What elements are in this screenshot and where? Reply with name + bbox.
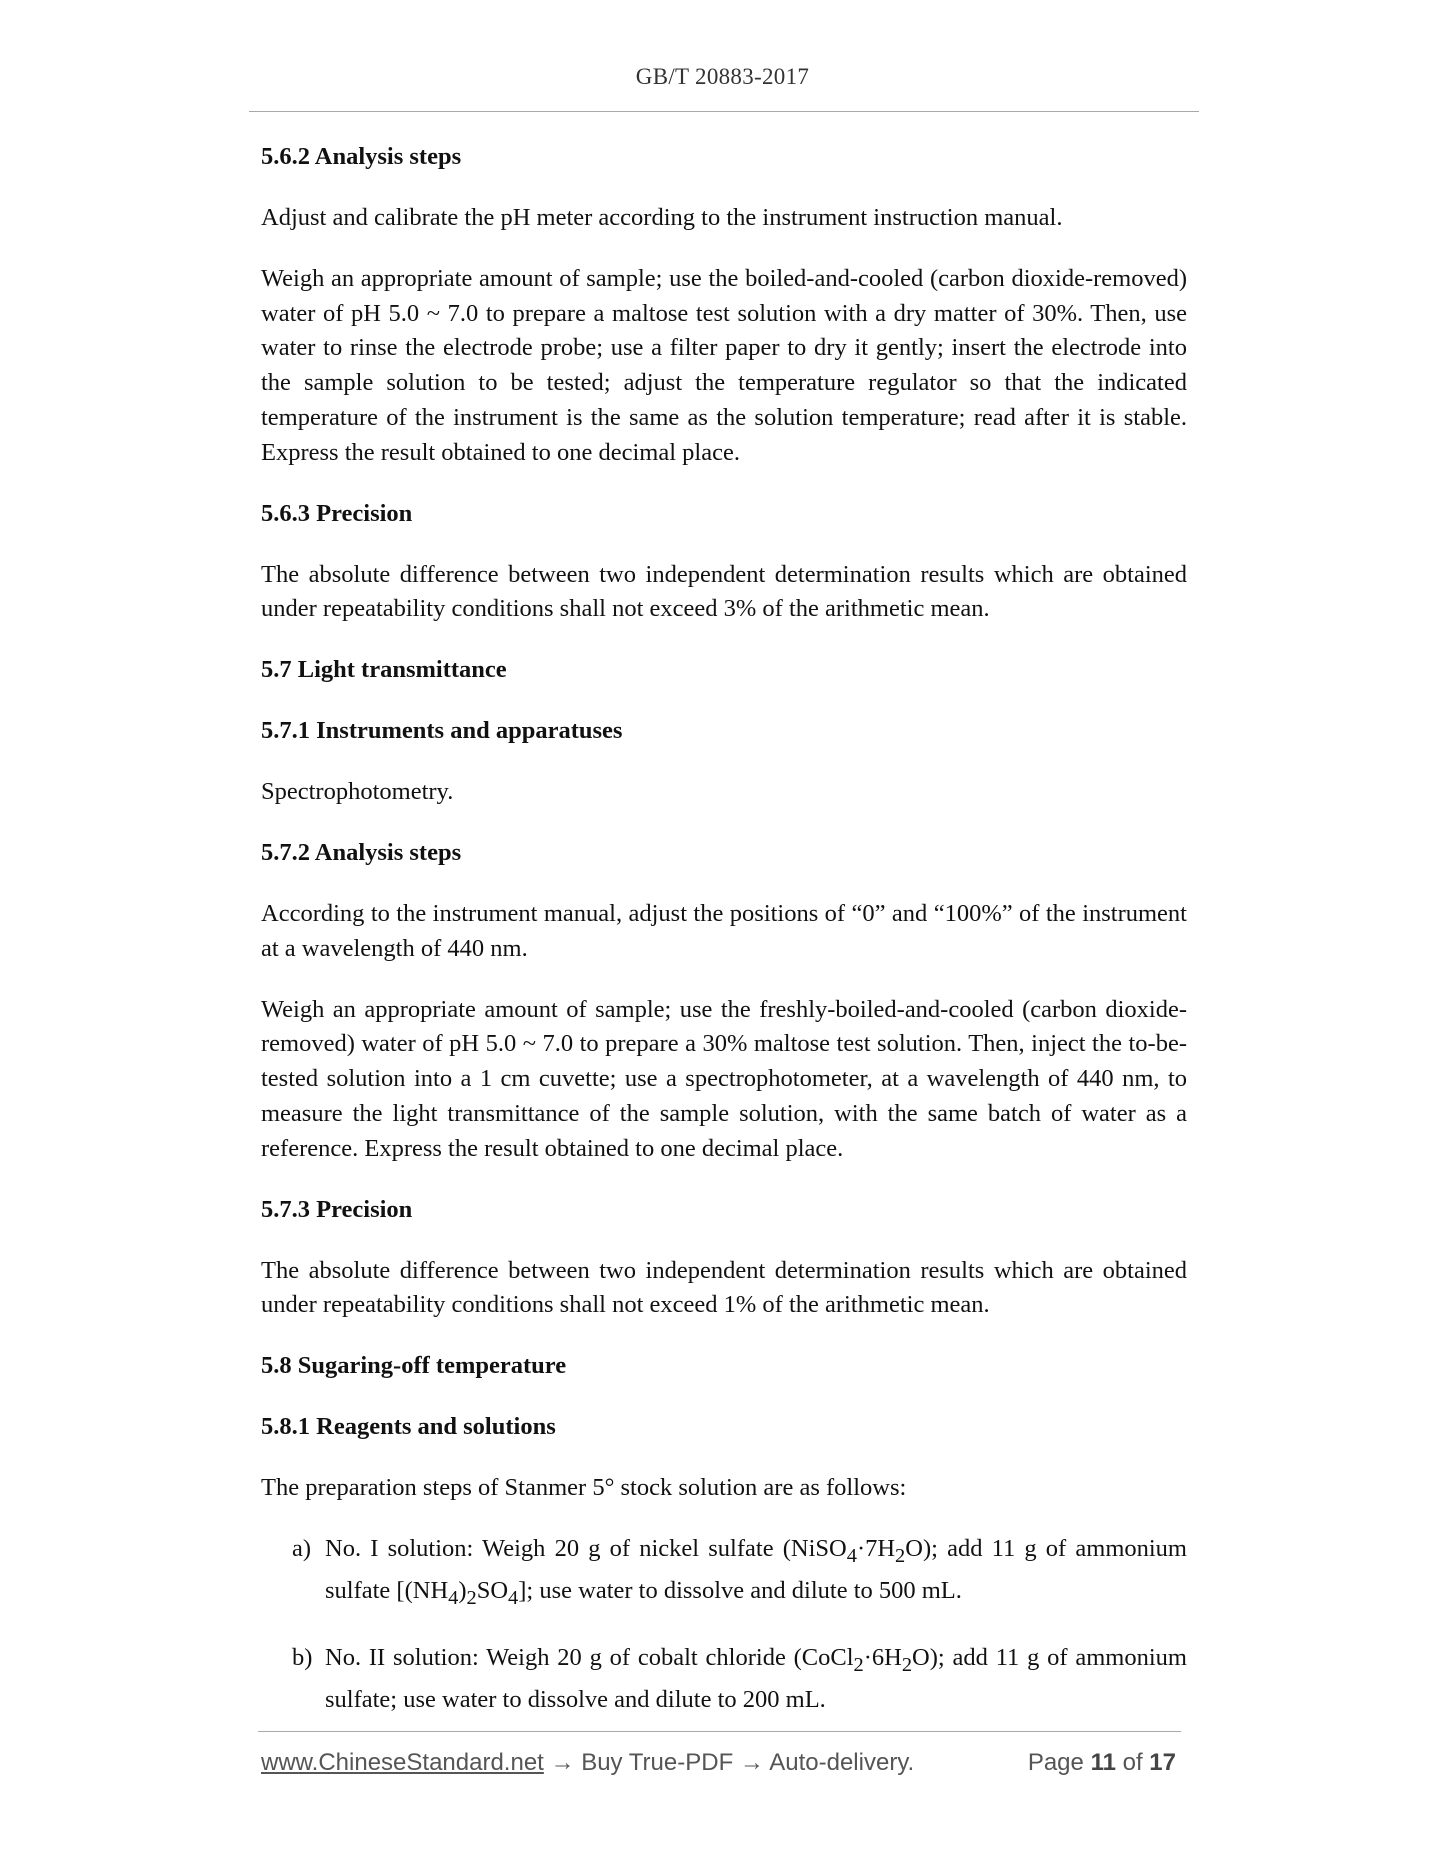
page-header: GB/T 20883-2017 [635, 64, 810, 89]
list-item-b: b) No. II solution: Weigh 20 g of cobalt chloride $(CoCl_2\cdot 6H_2O)$; add 11 g of ammonium sulfate; use water to dissolve and dilute to 200 mL. [292, 1641, 1187, 1717]
arrow-icon: → [739, 1749, 764, 1776]
page-label: Page [1027, 1749, 1084, 1776]
paragraph: The absolute difference between two independent determination results which are obtained under repeatability conditions shall not exceed 3% of the arithmetic mean. [261, 560, 1187, 623]
heading-5-7-1: 5.7.1 Instruments and apparatuses [261, 717, 623, 745]
total-pages: 17 [1149, 1749, 1176, 1776]
paragraph: The absolute difference between two independent determination results which are obtained under repeatability conditions shall not exceed 1% of the arithmetic mean. [261, 1256, 1187, 1319]
heading-5-8-1: 5.8.1 Reagents and solutions [261, 1413, 556, 1441]
footer-divider [258, 1731, 1181, 1732]
paragraph: Weigh an appropriate amount of sample; use the boiled-and-cooled (carbon dioxide-removed) water of pH 5.0 ~ 7.0 to prepare a maltose test solution with a dry matter of 30%. Then, use water to rinse the electrode probe; use a filter paper to dry it gently; insert the electrode into the sample solution to be tested; adjust the temperature regulator so that the indicated temperature of the instrument is the same as the solution temperature; read after it is stable. Express the result obtained to one decimal place. [261, 264, 1187, 466]
paragraph: Adjust and calibrate the pH meter according to the instrument instruction manual. [261, 204, 1063, 231]
heading-5-7: 5.7 Light transmittance [261, 656, 507, 684]
buy-true-pdf-link[interactable]: Buy True-PDF [581, 1749, 734, 1776]
page-number: 11 [1090, 1749, 1116, 1776]
heading-5-6-2: 5.6.2 Analysis steps [261, 143, 462, 170]
document-body [261, 140, 1187, 1744]
website-link[interactable]: www.ChineseStandard.net [261, 1749, 544, 1776]
header-divider [249, 111, 1199, 112]
page-footer [261, 1749, 1181, 1777]
paragraph: According to the instrument manual, adjust the positions of “0” and “100%” of the instrument at a wavelength of 440 nm. [261, 899, 1187, 962]
list-marker: a) [292, 1534, 312, 1562]
paragraph: Spectrophotometry. [261, 778, 454, 806]
heading-5-7-2: 5.7.2 Analysis steps [261, 838, 462, 866]
heading-5-8: 5.8 Sugaring-off temperature [261, 1352, 567, 1380]
list-item-a: a) No. I solution: Weigh 20 g of nickel sulfate $(NiSO_4\cdot 7H_2O)$; add 11 g of ammonium sulfate $[(NH_4)_2SO_4]$; use water to dissolve and dilute to 500 mL. [292, 1532, 1187, 1615]
arrow-icon: → [550, 1749, 575, 1776]
heading-5-6-3: 5.6.3 Precision [261, 499, 413, 527]
paragraph: The preparation steps of Stanmer 5° stock solution are as follows: [261, 1474, 907, 1502]
list-marker: b) [292, 1644, 313, 1672]
auto-delivery-text: Auto-delivery. [769, 1749, 915, 1776]
paragraph: Weigh an appropriate amount of sample; use the freshly-boiled-and-cooled (carbon dioxide-removed) water of pH 5.0 ~ 7.0 to prepare a 30% maltose test solution. Then, inject the to-be-tested solution into a 1 cm cuvette; use a spectrophotometer, at a wavelength of 440 nm, to measure the light transmittance of the sample solution, with the same batch of water as a reference. Express the result obtained to one decimal place. [261, 995, 1187, 1162]
of-label: of [1122, 1749, 1143, 1776]
page-indicator [1028, 1749, 1176, 1777]
heading-5-7-3: 5.7.3 Precision [261, 1195, 413, 1223]
